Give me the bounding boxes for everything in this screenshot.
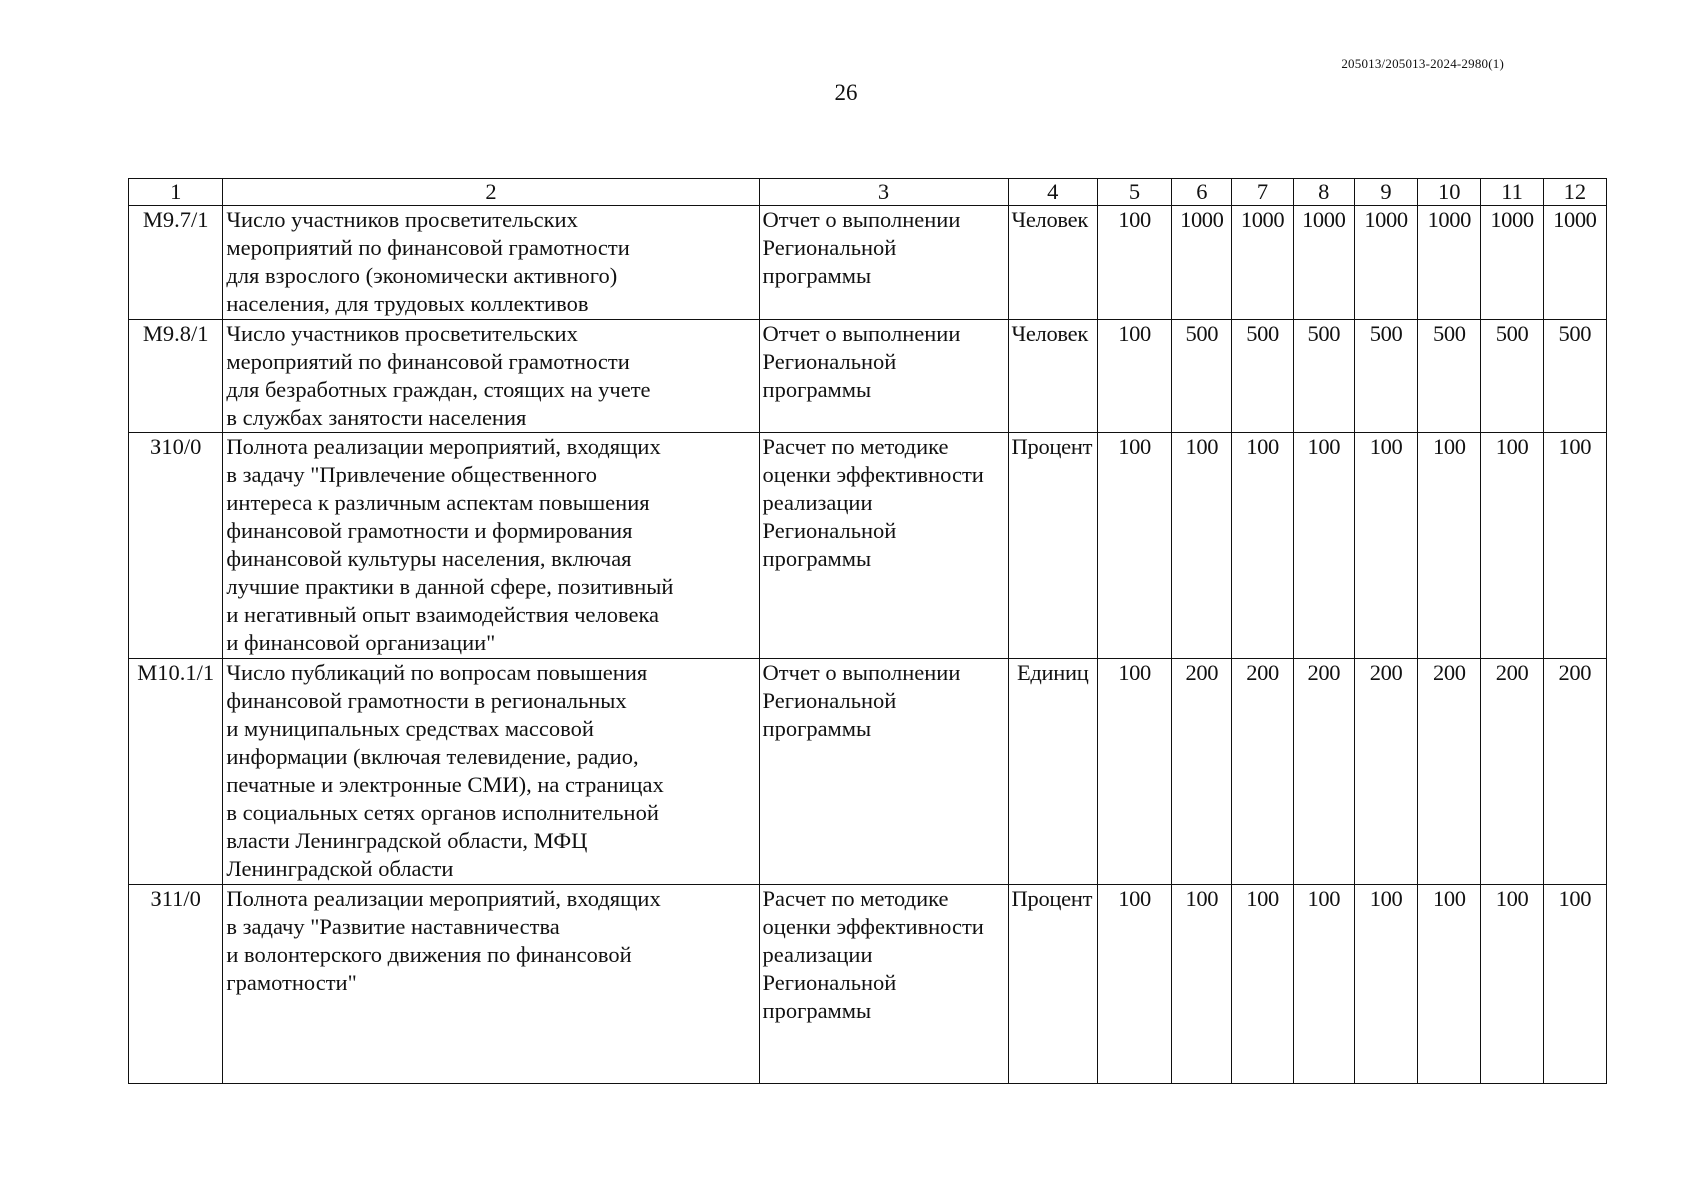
- indicator-value: 200: [1232, 659, 1293, 885]
- indicator-value: 100: [1097, 320, 1171, 433]
- document-code: 205013/205013-2024-2980(1): [1341, 56, 1504, 71]
- indicator-value: 100: [1097, 206, 1171, 320]
- column-header: 3: [759, 179, 1008, 206]
- indicators-table: [128, 178, 1607, 1084]
- indicator-value: 100: [1354, 885, 1417, 1084]
- indicator-value: 100: [1543, 433, 1606, 659]
- indicator-value: 100: [1097, 659, 1171, 885]
- table-row: [129, 320, 1607, 433]
- indicator-source: Отчет о выполнении Региональной программы: [759, 206, 1008, 320]
- table-row: [129, 885, 1607, 1084]
- indicator-value: 500: [1543, 320, 1606, 433]
- indicator-value: 100: [1097, 433, 1171, 659]
- indicator-value: 200: [1354, 659, 1417, 885]
- column-header: 8: [1293, 179, 1354, 206]
- indicator-value: 200: [1172, 659, 1232, 885]
- table-row: [129, 433, 1607, 659]
- indicator-source: Расчет по методике оценки эффективности реализации Региональной программы: [759, 885, 1008, 1084]
- indicator-value: 1000: [1481, 206, 1543, 320]
- indicator-value: 100: [1481, 433, 1543, 659]
- indicator-name: Полнота реализации мероприятий, входящих в задачу "Привлечение общественного интереса к различным аспектам повышения финансовой грамотности и формирования финансовой культуры населения, включая лучшие практики в данной сфере, позитивный и негативный опыт взаимодействия человека и финансовой организации": [223, 433, 759, 659]
- indicator-code: М9.8/1: [129, 320, 223, 433]
- indicator-name: Число публикаций по вопросам повышения финансовой грамотности в региональных и муниципальных средствах массовой информации (включая телевидение, радио, печатные и электронные СМИ), на страницах в социальных сетях органов исполнительной власти Ленинградской области, МФЦ Ленинградской области: [223, 659, 759, 885]
- column-header: 10: [1418, 179, 1481, 206]
- indicator-value: 100: [1481, 885, 1543, 1084]
- indicator-value: 100: [1232, 885, 1293, 1084]
- indicator-value: 100: [1232, 433, 1293, 659]
- column-header: 4: [1008, 179, 1097, 206]
- indicator-code: М10.1/1: [129, 659, 223, 885]
- column-header: 1: [129, 179, 223, 206]
- indicator-value: 100: [1172, 885, 1232, 1084]
- indicator-name: Полнота реализации мероприятий, входящих в задачу "Развитие наставничества и волонтерского движения по финансовой грамотности": [223, 885, 759, 1084]
- indicator-value: 1000: [1354, 206, 1417, 320]
- column-header: 2: [223, 179, 759, 206]
- indicator-value: 100: [1354, 433, 1417, 659]
- column-header: 11: [1481, 179, 1543, 206]
- indicator-value: 100: [1418, 885, 1481, 1084]
- indicator-unit: Процент: [1008, 885, 1097, 1084]
- indicator-name: Число участников просветительских мероприятий по финансовой грамотности для взрослого (экономически активного) населения, для трудовых коллективов: [223, 206, 759, 320]
- indicator-unit: Единиц: [1008, 659, 1097, 885]
- indicator-value: 200: [1293, 659, 1354, 885]
- indicator-unit: Процент: [1008, 433, 1097, 659]
- table-row: [129, 206, 1607, 320]
- indicator-code: З10/0: [129, 433, 223, 659]
- indicator-value: 100: [1293, 885, 1354, 1084]
- indicator-value: 500: [1354, 320, 1417, 433]
- column-header: 5: [1097, 179, 1171, 206]
- indicator-value: 500: [1293, 320, 1354, 433]
- indicator-code: М9.7/1: [129, 206, 223, 320]
- column-header: 7: [1232, 179, 1293, 206]
- indicator-value: 100: [1543, 885, 1606, 1084]
- indicator-value: 100: [1418, 433, 1481, 659]
- indicator-source: Расчет по методике оценки эффективности реализации Региональной программы: [759, 433, 1008, 659]
- indicator-value: 1000: [1232, 206, 1293, 320]
- indicator-source: Отчет о выполнении Региональной программы: [759, 659, 1008, 885]
- indicator-value: 500: [1172, 320, 1232, 433]
- table-row: [129, 659, 1607, 885]
- indicator-value: 1000: [1172, 206, 1232, 320]
- column-header: 12: [1543, 179, 1606, 206]
- page-number: 26: [834, 80, 858, 105]
- indicator-value: 1000: [1543, 206, 1606, 320]
- indicator-code: З11/0: [129, 885, 223, 1084]
- column-header: 6: [1172, 179, 1232, 206]
- indicator-value: 100: [1172, 433, 1232, 659]
- column-header: 9: [1354, 179, 1417, 206]
- indicator-value: 200: [1481, 659, 1543, 885]
- indicator-value: 500: [1481, 320, 1543, 433]
- indicator-value: 100: [1097, 885, 1171, 1084]
- indicator-value: 100: [1293, 433, 1354, 659]
- indicator-source: Отчет о выполнении Региональной программы: [759, 320, 1008, 433]
- indicator-name: Число участников просветительских мероприятий по финансовой грамотности для безработных граждан, стоящих на учете в службах занятости населения: [223, 320, 759, 433]
- indicator-value: 200: [1543, 659, 1606, 885]
- indicator-value: 200: [1418, 659, 1481, 885]
- table-header-row: [129, 179, 1607, 206]
- indicator-value: 500: [1418, 320, 1481, 433]
- indicator-unit: Человек: [1008, 206, 1097, 320]
- indicator-value: 500: [1232, 320, 1293, 433]
- indicator-value: 1000: [1418, 206, 1481, 320]
- indicator-unit: Человек: [1008, 320, 1097, 433]
- indicator-value: 1000: [1293, 206, 1354, 320]
